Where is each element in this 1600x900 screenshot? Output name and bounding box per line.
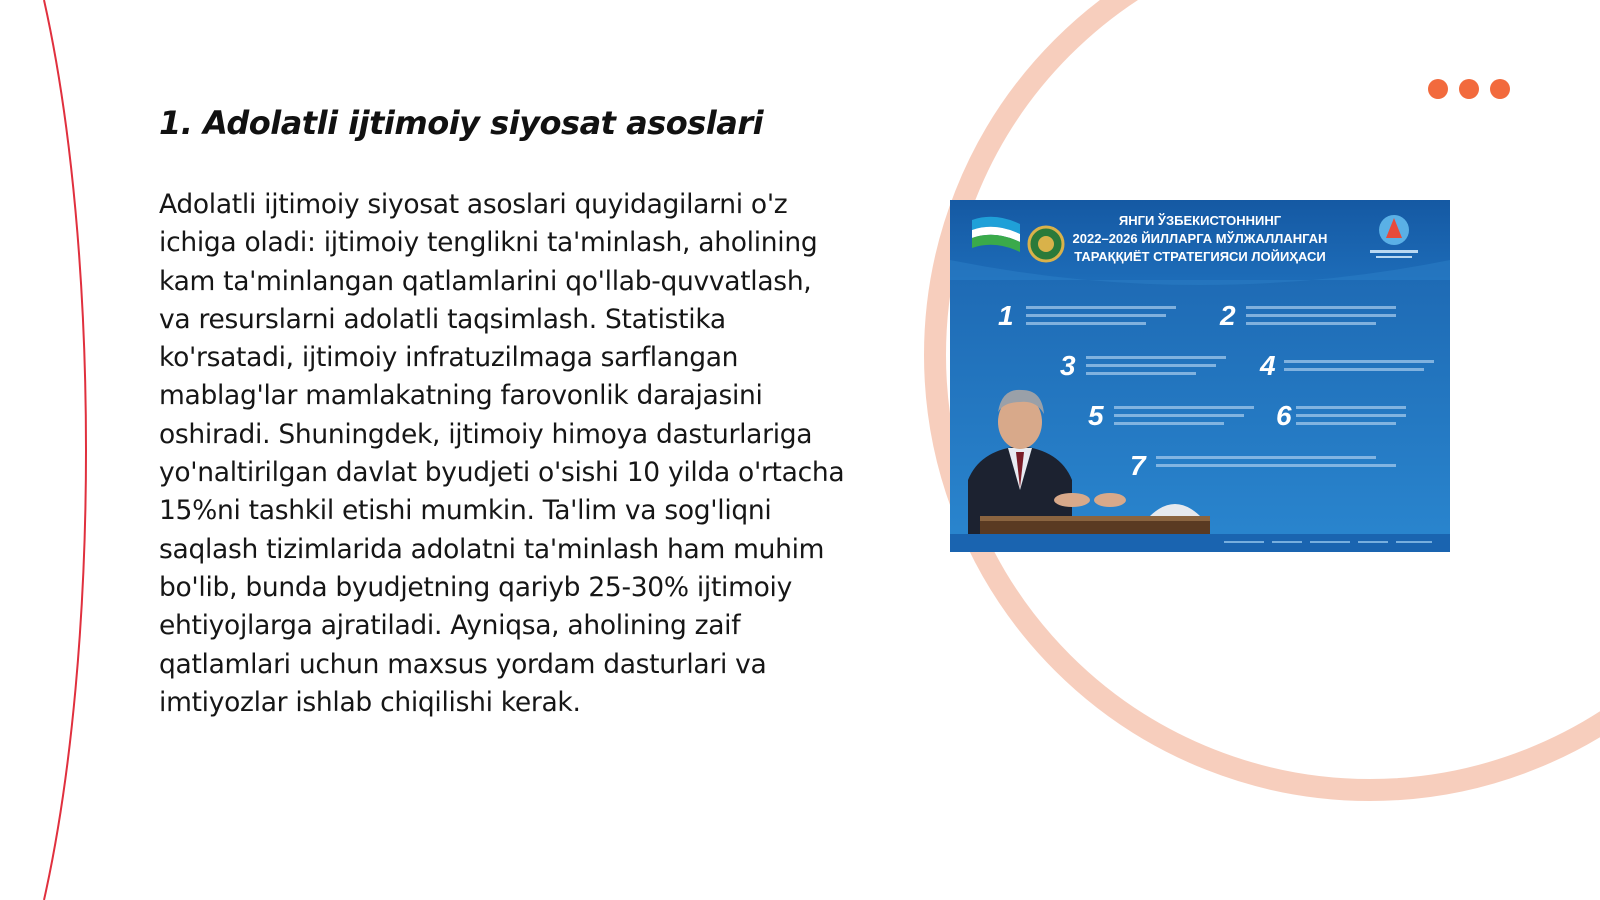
image-header-line-1: ЯНГИ ЎЗБЕКИСТОННИНГ (1118, 213, 1282, 228)
strategy-number: 7 (1130, 450, 1146, 481)
more-options-button[interactable] (1428, 79, 1510, 99)
more-dots-icon[interactable] (1428, 79, 1448, 99)
strategy-number: 3 (1060, 350, 1076, 381)
strategy-number: 1 (998, 300, 1014, 331)
strategy-number: 2 (1220, 300, 1236, 331)
strategy-number: 5 (1088, 400, 1104, 431)
image-header-line-3: ТАРАҚҚИЁТ СТРАТЕГИЯСИ ЛОЙИҲАСИ (1074, 249, 1326, 264)
slide-body-text: Adolatli ijtimoiy siyosat asoslari quyidagilarni o'z ichiga oladi: ijtimoiy tenglikni ta'minlash, aholining kam ta'minlangan qatlamlarini qo'llab-quvvatlash, va resurslarni adolatli taqsimlash. Statistika ko'rsatadi, ijtimoiy infratuzilmaga sarflangan mablag'lar mamlakatning farovonlik darajasini oshiradi. Shuningdek, ijtimoiy himoya dasturlariga yo'naltirilgan davlat byudjeti o'sishi 10 yilda o'rtacha 15%ni tashkil etishi mumkin. Ta'lim va sog'liqni saqlash tizimlarida adolatni ta'minlash ham muhim bo'lib, bunda byudjetning qariyb 25-30% ijtimoiy ehtiyojlarga ajratiladi. Ayniqsa, aholining zaif qatlamlari uchun maxsus yordam dasturlari va imtiyozlar ishlab chiqilishi kerak. (159, 189, 845, 718)
image-header-line-2: 2022–2026 ЙИЛЛАРГА МЎЛЖАЛЛАНГАН (1072, 231, 1328, 246)
more-dots-icon[interactable] (1459, 79, 1479, 99)
left-accent-line (44, 0, 86, 900)
slide-title: 1. Adolatli ijtimoiy siyosat asoslari (159, 104, 764, 142)
strategy-presentation-image (950, 200, 1450, 552)
strategy-number: 4 (1260, 350, 1276, 381)
strategy-number: 6 (1276, 400, 1292, 431)
more-dots-icon[interactable] (1490, 79, 1510, 99)
